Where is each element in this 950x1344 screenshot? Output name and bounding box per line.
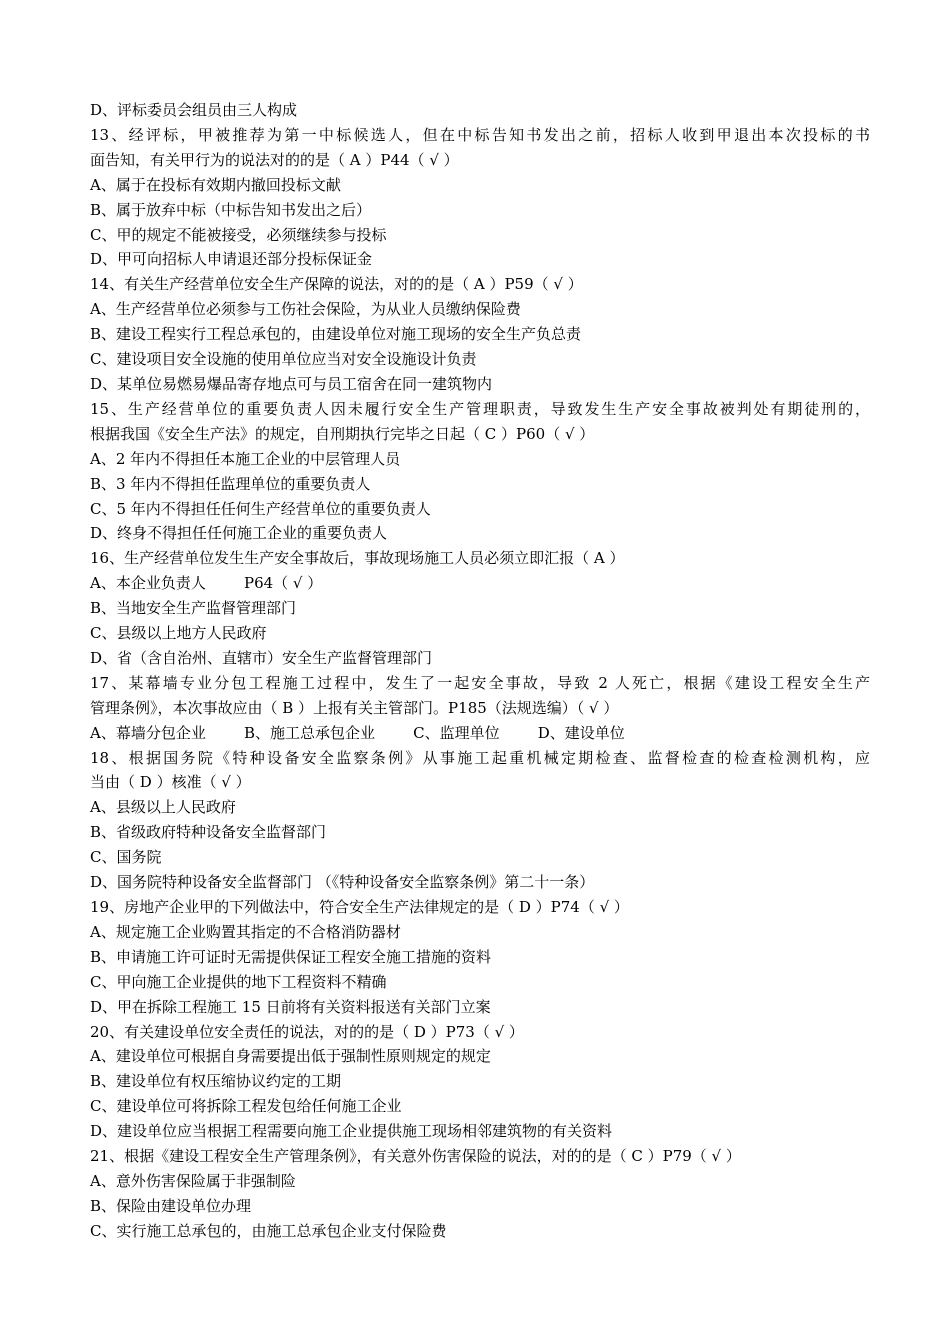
text-line: D、某单位易燃易爆品寄存地点可与员工宿舍在同一建筑物内 xyxy=(90,374,493,393)
text-line: D、甲在拆除工程施工 15 日前将有关资料报送有关部门立案 xyxy=(90,997,491,1016)
text-line: A、生产经营单位必须参与工伤社会保险，为从业人员缴纳保险费 xyxy=(90,300,521,319)
text-line: D、省（含自治州、直辖市）安全生产监督管理部门 xyxy=(90,648,433,667)
text-line: B、当地安全生产监督管理部门 xyxy=(90,599,297,618)
text-line: C、5 年内不得担任任何生产经营单位的重要负责人 xyxy=(90,499,431,518)
question-13-stem-cont: 面告知，有关甲行为的说法对的的是（ A ）P44（ √ ） xyxy=(90,150,459,169)
question-16-stem: 16、生产经营单位发生生产安全事故后，事故现场施工人员必须立即汇报（ A ） xyxy=(90,549,625,568)
text-line: C、县级以上地方人民政府 xyxy=(90,624,267,643)
text-line: A、意外伤害保险属于非强制险 xyxy=(90,1171,296,1190)
text-line: A、规定施工企业购置其指定的不合格消防器材 xyxy=(90,922,401,941)
document-page xyxy=(90,98,870,1244)
text-line: B、保险由建设单位办理 xyxy=(90,1196,252,1215)
question-17-stem: 17、某幕墙专业分包工程施工过程中，发生了一起安全事故，导致 2 人死亡，根据《建设工程安全生产 xyxy=(90,673,870,692)
question-19-stem: 19、房地产企业甲的下列做法中，符合安全生产法律规定的是（ D ）P74（ √ ） xyxy=(90,898,629,916)
text-line: A、属于在投标有效期内撤回投标文献 xyxy=(90,175,341,194)
text-line: D、评标委员会组员由三人构成 xyxy=(90,101,298,119)
text-line: C、甲向施工企业提供的地下工程资料不精确 xyxy=(90,972,387,991)
text-line: D、建设单位应当根据工程需要向施工企业提供施工现场相邻建筑物的有关资料 xyxy=(90,1122,613,1141)
text-line: C、实行施工总承包的，由施工总承包企业支付保险费 xyxy=(90,1221,447,1240)
question-18-stem-cont: 当由（ D ）核准（ √ ） xyxy=(90,773,251,792)
question-18-stem: 18、根据国务院《特种设备安全监察条例》从事施工起重机械定期检查、监督检查的检查检测机构，应 xyxy=(90,748,870,767)
question-13-stem: 13、经评标，甲被推荐为第一中标候选人，但在中标告知书发出之前，招标人收到甲退出本次投标的书 xyxy=(90,125,870,144)
text-line: B、建设工程实行工程总承包的，由建设单位对施工现场的安全生产负总责 xyxy=(90,325,582,344)
text-line: C、建设项目安全设施的使用单位应当对安全设施设计负责 xyxy=(90,350,477,369)
question-21-stem: 21、根据《建设工程安全生产管理条例》，有关意外伤害保险的说法，对的的是（ C ）P79（ √ ） xyxy=(90,1147,741,1166)
text-line: A、2 年内不得担任本施工企业的中层管理人员 xyxy=(90,449,401,468)
text-line: A、县级以上人民政府 xyxy=(90,798,236,817)
text-line: C、建设单位可将拆除工程发包给任何施工企业 xyxy=(90,1097,402,1116)
text-line: D、终身不得担任任何施工企业的重要负责人 xyxy=(90,524,388,543)
text-line: A、建设单位可根据自身需要提出低于强制性原则规定的规定 xyxy=(90,1047,491,1066)
text-line: B、申请施工许可证时无需提供保证工程安全施工措施的资料 xyxy=(90,947,492,966)
text-line: B、3 年内不得担任监理单位的重要负责人 xyxy=(90,474,371,493)
question-15-stem-cont: 根据我国《安全生产法》的规定，自刑期执行完毕之日起（ C ）P60（ √ ） xyxy=(90,424,595,443)
text-line: B、省级政府特种设备安全监督部门 xyxy=(90,823,327,842)
question-20-stem: 20、有关建设单位安全责任的说法，对的的是（ D ）P73（ √ ） xyxy=(90,1022,524,1041)
text-line: C、甲的规定不能被接受，必须继续参与投标 xyxy=(90,225,387,244)
text-line: A、本企业负责人 P64（ √ ） xyxy=(90,574,323,593)
text-line: D、甲可向招标人申请退还部分投标保证金 xyxy=(90,250,373,269)
text-line: B、属于放弃中标（中标告知书发出之后） xyxy=(90,200,372,219)
text-line: C、国务院 xyxy=(90,848,162,867)
text-line: D、国务院特种设备安全监督部门 （《特种设备安全监察条例》第二十一条） xyxy=(90,873,595,892)
text-line: B、建设单位有权压缩协议约定的工期 xyxy=(90,1072,342,1091)
question-17-options: A、幕墙分包企业 B、施工总承包企业 C、监理单位 D、建设单位 xyxy=(90,723,625,742)
question-17-stem-cont: 管理条例》，本次事故应由（ B ）上报有关主管部门。P185（法规选编）（ √ ） xyxy=(90,698,619,717)
question-15-stem: 15、生产经营单位的重要负责人因未履行安全生产管理职责，导致发生生产安全事故被判处有期徒刑的， xyxy=(90,399,870,418)
question-14-stem: 14、有关生产经营单位安全生产保障的说法，对的的是（ A ）P59（ √ ） xyxy=(90,275,583,294)
